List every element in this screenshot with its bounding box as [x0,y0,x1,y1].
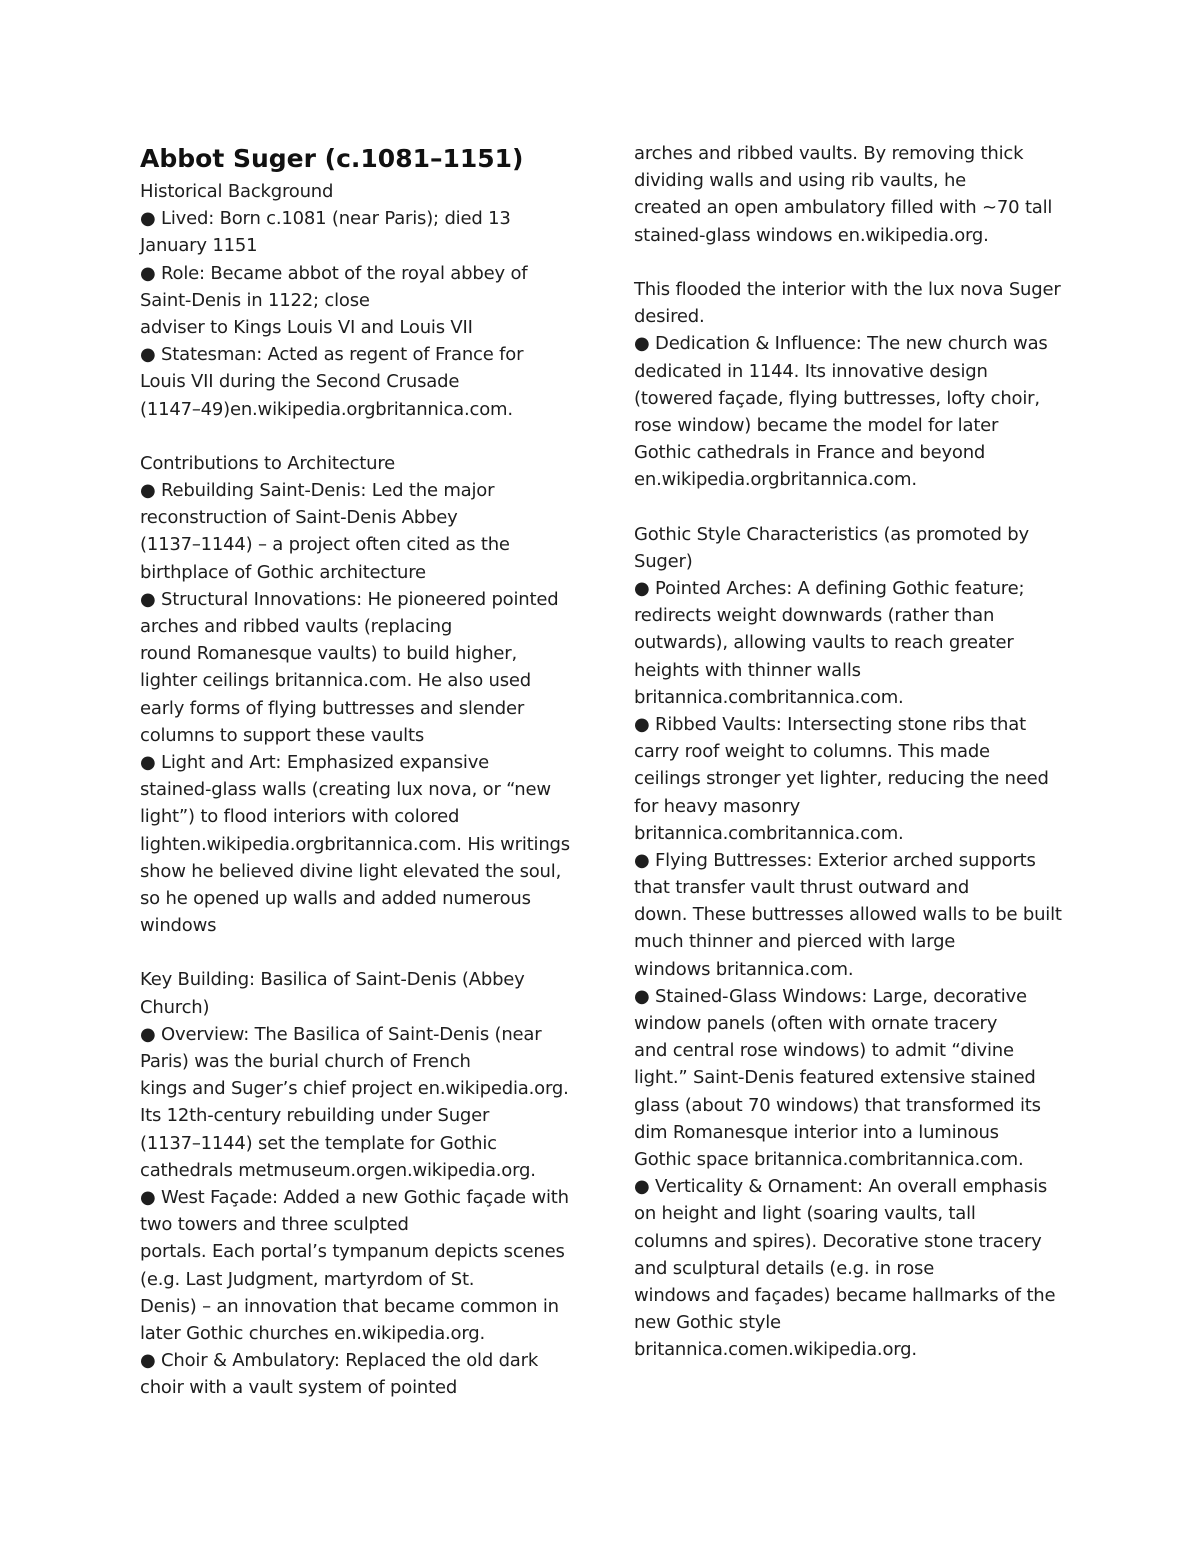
paragraph-gap [634,249,1064,276]
text-line: window panels (often with ornate tracery [634,1013,998,1034]
text-line: ● Ribbed Vaults: Intersecting stone ribs that [634,713,1026,735]
text-line: ● Statesman: Acted as regent of France for [140,344,524,366]
text-line: Gothic Style Characteristics (as promoted by [634,523,1029,545]
text-line: rose window) became the model for later [634,414,999,436]
text-line: much thinner and pierced with large [634,931,956,953]
text-line: dim Romanesque interior into a luminous [634,1121,999,1143]
text-line: glass (about 70 windows) that transformed its [634,1094,1041,1116]
text-line: Gothic cathedrals in France and beyond [634,442,986,464]
text-line: (1137–1144) set the template for Gothic [140,1132,497,1154]
text-line: This flooded the interior with the lux nova Suger [634,278,1061,300]
text-line: britannica.combritannica.com. [634,822,904,844]
text-line: ● Dedication & Influence: The new church was [634,333,1048,355]
text-line: stained-glass walls (creating lux nova, or “new [140,779,551,801]
right-column [634,140,1064,1363]
text-line: and central rose windows) to admit “divine [634,1040,1014,1062]
text-line: Gothic space britannica.combritannica.com. [634,1148,1024,1170]
text-line: dedicated in 1144. Its innovative design [634,360,988,382]
text-line: new Gothic style [634,1312,781,1334]
text-line: adviser to Kings Louis VI and Louis VII [140,316,473,338]
text-line: britannica.combritannica.com. [634,686,904,708]
text-line: (1147–49)en.wikipedia.orgbritannica.com. [140,398,513,420]
text-line: columns to support these vaults [140,724,425,746]
text-line: ● Flying Buttresses: Exterior arched supports [634,849,1036,871]
text-line: show he believed divine light elevated the soul, [140,860,562,882]
text-line: Key Building: Basilica of Saint-Denis (Abbey [140,969,525,991]
text-line: ● Stained-Glass Windows: Large, decorative [634,985,1027,1007]
text-line: ● Lived: Born c.1081 (near Paris); died 13 [140,208,511,230]
text-line: windows and façades) became hallmarks of the [634,1284,1056,1306]
text-line: on height and light (soaring vaults, tall [634,1203,976,1225]
text-line: for heavy masonry [634,795,801,817]
text-line: ● West Façade: Added a new Gothic façade with [140,1186,569,1208]
text-line: light”) to flood interiors with colored [140,806,460,828]
text-line: ● Light and Art: Emphasized expansive [140,751,490,773]
text-line: that transfer vault thrust outward and [634,877,970,899]
text-line: reconstruction of Saint-Denis Abbey [140,507,458,529]
document-title: Abbot Suger (c.1081–1151) [140,144,524,173]
text-line: outwards), allowing vaults to reach greater [634,632,1014,654]
text-line: Louis VII during the Second Crusade [140,371,460,393]
paragraph-gap [634,493,1064,520]
text-line: Suger) [634,550,693,572]
left-column [140,178,570,1401]
text-line: columns and spires). Decorative stone tracery [634,1230,1042,1252]
text-line: lighter ceilings britannica.com. He also used [140,670,532,692]
text-line: Its 12th-century rebuilding under Suger [140,1105,490,1127]
text-line: (1137–1144) – a project often cited as the [140,534,510,556]
text-line: cathedrals metmuseum.orgen.wikipedia.org. [140,1159,536,1181]
text-line: (towered façade, flying buttresses, lofty choir, [634,387,1040,409]
text-line: redirects weight downwards (rather than [634,605,995,627]
text-line: ceilings stronger yet lighter, reducing the need [634,768,1049,790]
text-line: Church) [140,996,210,1018]
text-line: portals. Each portal’s tympanum depicts scenes [140,1241,565,1263]
text-line: ● Rebuilding Saint-Denis: Led the major [140,480,495,502]
text-line: January 1151 [140,235,258,257]
text-line: carry roof weight to columns. This made [634,741,990,763]
text-line: round Romanesque vaults) to build higher, [140,643,518,665]
text-line: arches and ribbed vaults (replacing [140,616,453,637]
text-line: created an open ambulatory filled with ~70 tall [634,197,1053,219]
text-line: and sculptural details (e.g. in rose [634,1257,935,1279]
text-line: so he opened up walls and added numerous [140,887,531,909]
text-line: lighten.wikipedia.orgbritannica.com. His writings [140,833,570,855]
text-line: britannica.comen.wikipedia.org. [634,1339,917,1361]
text-line: Historical Background [140,181,334,202]
text-line: stained-glass windows en.wikipedia.org. [634,224,989,246]
text-line: two towers and three sculpted [140,1214,409,1236]
text-line: light.” Saint-Denis featured extensive stained [634,1067,1036,1089]
text-line: (e.g. Last Judgment, martyrdom of St. [140,1268,475,1290]
paragraph-gap [140,939,570,966]
text-line: windows [140,915,217,937]
text-line: windows britannica.com. [634,958,854,980]
text-line: kings and Suger’s chief project en.wikipedia.org. [140,1078,569,1100]
text-line: ● Overview: The Basilica of Saint-Denis (near [140,1023,542,1045]
text-line: desired. [634,306,705,328]
paragraph-gap [140,423,570,450]
text-line: Denis) – an innovation that became common in [140,1295,559,1317]
text-line: arches and ribbed vaults. By removing thick [634,143,1024,164]
text-line: dividing walls and using rib vaults, he [634,170,967,192]
text-line: ● Pointed Arches: A defining Gothic feature; [634,578,1025,599]
text-line: Saint-Denis in 1122; close [140,289,370,311]
text-line: en.wikipedia.orgbritannica.com. [634,469,917,491]
text-line: ● Role: Became abbot of the royal abbey of [140,262,528,284]
text-line: Contributions to Architecture [140,452,396,474]
text-line: ● Structural Innovations: He pioneered pointed [140,588,559,610]
text-line: Paris) was the burial church of French [140,1051,471,1072]
text-line: ● Verticality & Ornament: An overall emphasis [634,1176,1048,1198]
text-line: choir with a vault system of pointed [140,1377,458,1399]
text-line: ● Choir & Ambulatory: Replaced the old dark [140,1350,539,1372]
text-line: birthplace of Gothic architecture [140,561,426,583]
text-line: later Gothic churches en.wikipedia.org. [140,1322,486,1344]
text-line: heights with thinner walls [634,659,861,681]
text-line: down. These buttresses allowed walls to be built [634,904,1062,926]
text-line: early forms of flying buttresses and slender [140,697,525,719]
